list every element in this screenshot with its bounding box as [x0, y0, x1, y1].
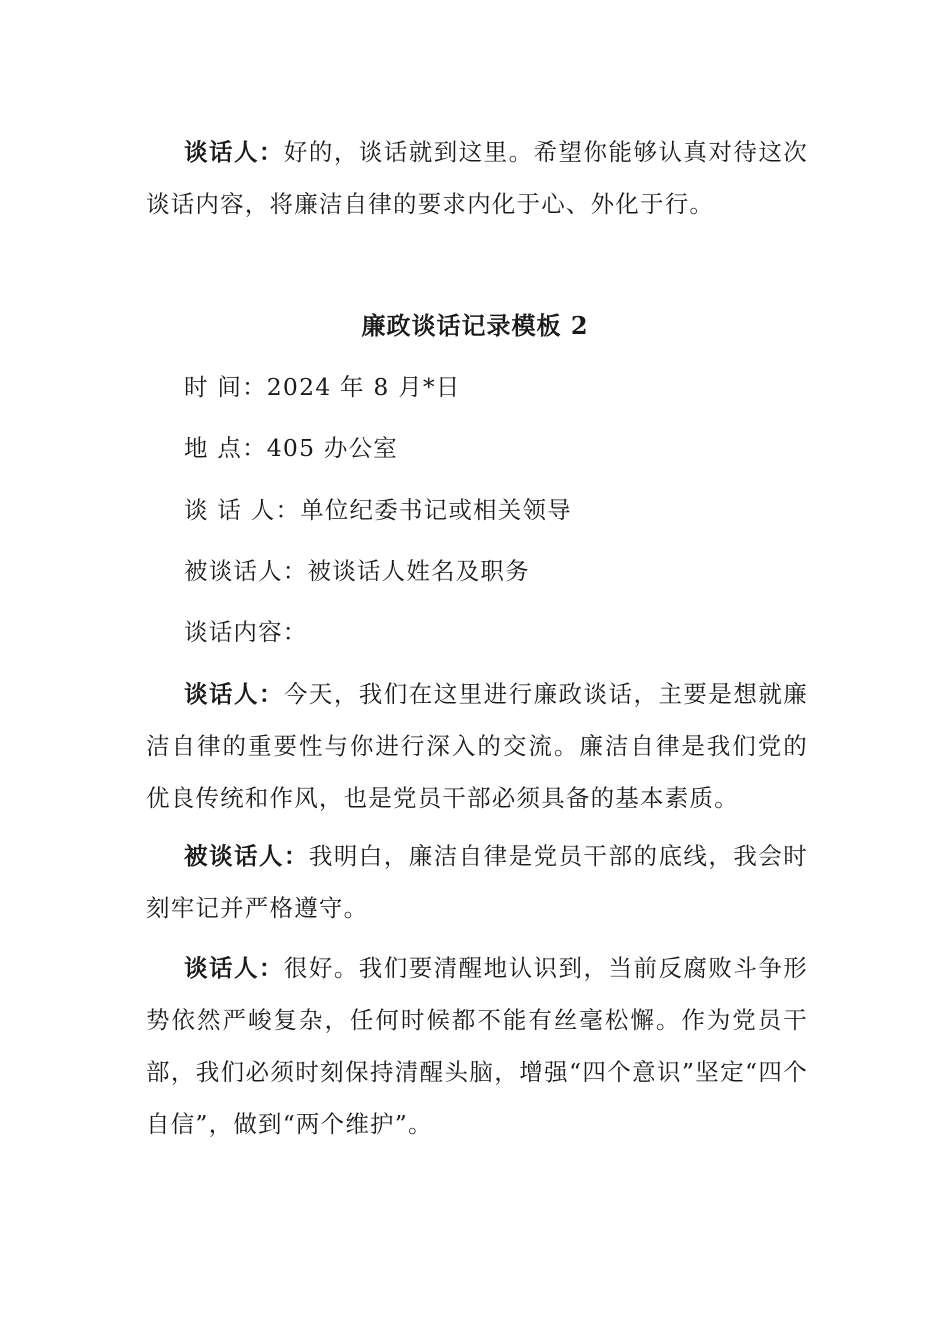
speaker-label: 被谈话人： [184, 842, 309, 870]
speaker-label: 谈话人： [184, 954, 284, 982]
paragraph-text: 好的，谈话就到这里。希望你能够认真对待这次谈话内容，将廉洁自律的要求内化于心、外化于行。 [146, 138, 808, 218]
paragraph-text: 很好。我们要清醒地认识到，当前反腐败斗争形势依然严峻复杂，任何时候都不能有丝毫松懈。作为党员干部，我们必须时刻保持清醒头脑，增强“四个意识”坚定“四个自信”，做到“两个维护”。 [146, 954, 808, 1138]
meta-place: 地 点：405 办公室 [184, 434, 398, 462]
meta-interviewer: 谈 话 人：单位纪委书记或相关领导 [184, 496, 572, 524]
dialogue-paragraph-1 [146, 668, 808, 824]
section-title: 廉政谈话记录模板 2 [361, 311, 589, 340]
meta-content-label: 谈话内容： [184, 618, 308, 646]
meta-interviewee: 被谈话人：被谈话人姓名及职务 [184, 557, 530, 585]
meta-time: 时 间：2024 年 8 月*日 [184, 373, 461, 401]
speaker-label: 谈话人： [184, 138, 284, 166]
dialogue-paragraph-3 [146, 942, 808, 1150]
paragraph-text: 我明白，廉洁自律是党员干部的底线，我会时刻牢记并严格遵守。 [146, 842, 809, 922]
speaker-label: 谈话人： [184, 680, 284, 708]
dialogue-paragraph-2 [146, 830, 808, 934]
closing-paragraph [146, 126, 808, 230]
paragraph-text: 今天，我们在这里进行廉政谈话，主要是想就廉洁自律的重要性与你进行深入的交流。廉洁自律是我们党的优良传统和作风，也是党员干部必须具备的基本素质。 [146, 680, 808, 812]
